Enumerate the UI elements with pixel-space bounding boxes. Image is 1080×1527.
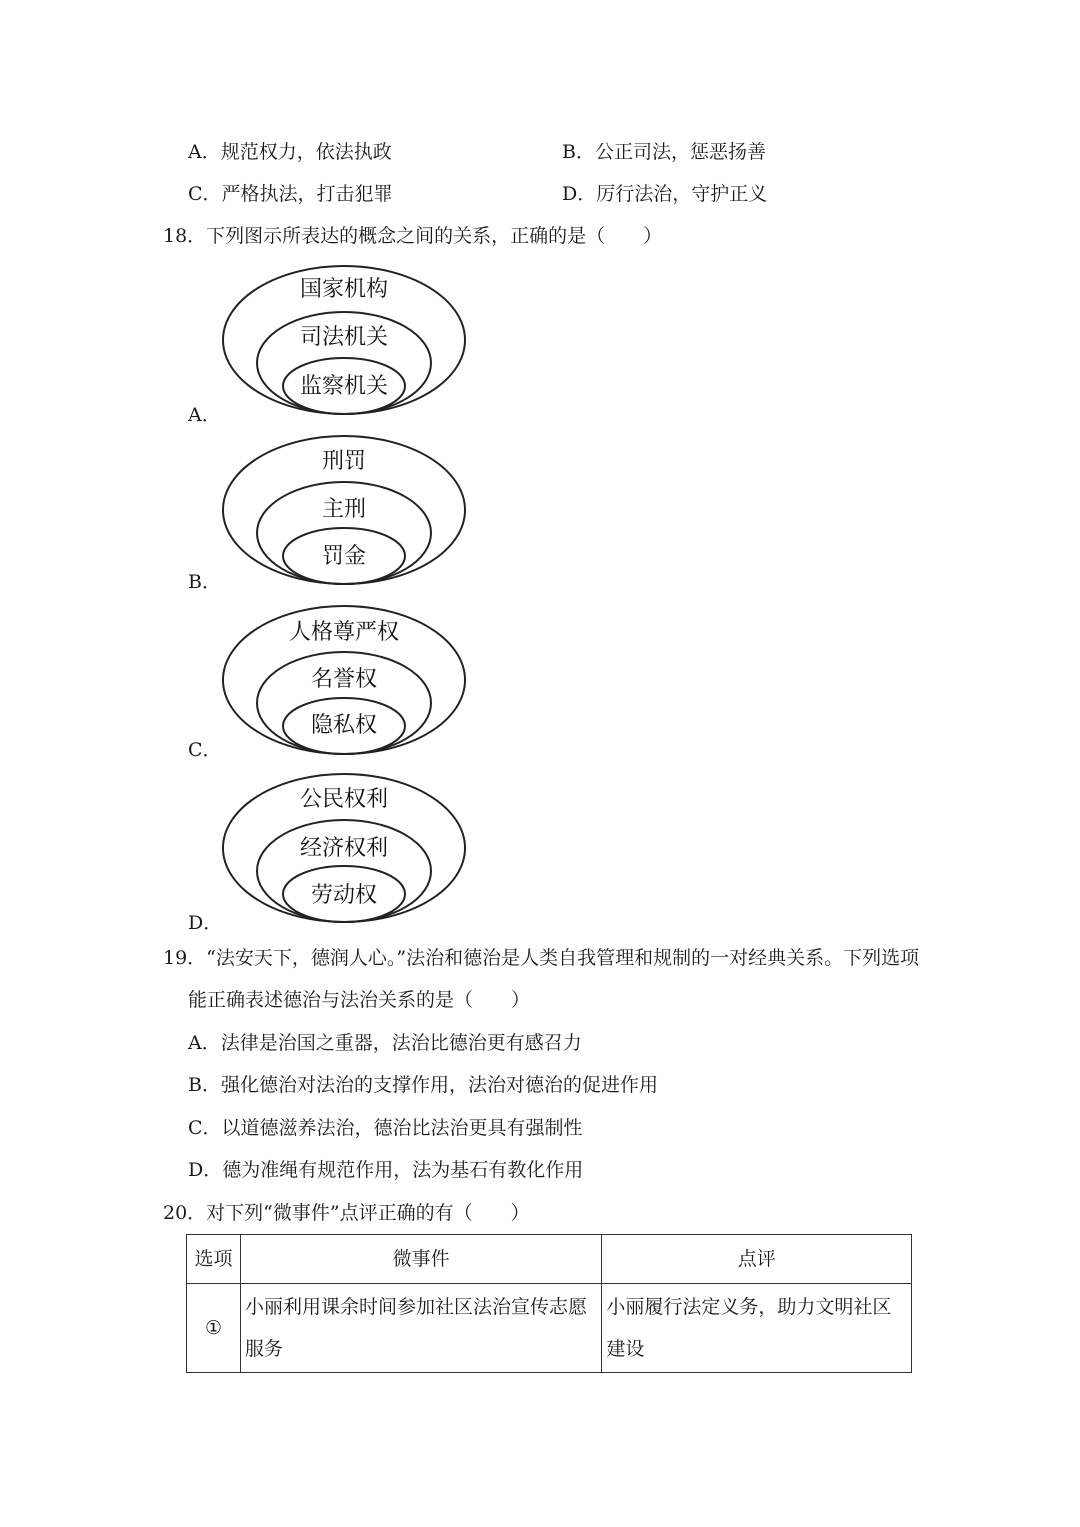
q18-option-d-letter: D．: [188, 912, 223, 934]
option-letter: A．: [188, 141, 221, 163]
outer-concept-label: 刑罚: [321, 449, 367, 474]
middle-concept-label: 主刑: [321, 497, 367, 522]
option-letter: C．: [188, 183, 222, 205]
middle-concept-label: 名誉权: [310, 667, 378, 692]
q18-diagram-a: [218, 262, 470, 418]
option-text: 法律是治国之重器，法治比德治更有感召力: [220, 1032, 582, 1054]
outer-concept-label: 公民权利: [299, 787, 389, 812]
header-option: 选项: [187, 1235, 241, 1284]
q18-option-a-letter: A．: [188, 404, 221, 426]
option-text: 德为准绳有规范作用，法为基石有教化作用: [222, 1159, 584, 1181]
option-text: 公正司法，惩恶扬善: [594, 141, 766, 163]
option-text: 以道德滋养法治，德治比法治更具有强制性: [221, 1117, 583, 1139]
option-letter: D．: [188, 1159, 223, 1181]
table-header-row: [187, 1235, 912, 1284]
option-letter: D．: [562, 183, 597, 205]
q19-option-d: [188, 1158, 583, 1182]
q18-diagram-b: [218, 432, 470, 588]
inner-concept-label: 劳动权: [310, 883, 378, 908]
q19-option-b: [188, 1073, 658, 1097]
inner-concept-label: 监察机关: [299, 374, 389, 399]
q17-option-a: [188, 140, 392, 164]
inner-concept-label: 罚金: [321, 544, 367, 569]
header-comment: 点评: [602, 1235, 912, 1284]
cell-event: 小丽利用课余时间参加社区法治宣传志愿服务: [240, 1284, 601, 1373]
middle-concept-label: 司法机关: [299, 325, 389, 350]
q18-stem: 18．下列图示所表达的概念之间的关系，正确的是（ ）: [163, 225, 663, 247]
option-text: 严格执法，打击犯罪: [221, 183, 393, 205]
q17-option-d: [562, 182, 767, 206]
outer-concept-label: 人格尊严权: [288, 620, 400, 645]
option-text: 厉行法治，守护正义: [596, 183, 768, 205]
middle-concept-label: 经济权利: [299, 836, 389, 861]
table-row: [187, 1284, 912, 1373]
option-letter: B．: [188, 1074, 221, 1096]
q20-stem: 20．对下列“微事件”点评正确的有（ ）: [163, 1202, 530, 1224]
q20-table: [186, 1234, 912, 1373]
option-text: 强化德治对法治的支撑作用，法治对德治的促进作用: [220, 1074, 658, 1096]
option-letter: C．: [188, 1117, 222, 1139]
header-event: 微事件: [240, 1235, 601, 1284]
outer-concept-label: 国家机构: [299, 277, 389, 302]
option-letter: A．: [188, 1032, 221, 1054]
q17-option-b: [562, 140, 766, 164]
q18-option-c-letter: C．: [188, 739, 222, 761]
q17-option-c: [188, 182, 393, 206]
q19-stem-line2: 能正确表述德治与法治关系的是（ ）: [188, 989, 531, 1011]
option-text: 规范权力，依法执政: [220, 141, 392, 163]
q18-diagram-c: [218, 602, 470, 758]
q19-option-c: [188, 1116, 583, 1140]
cell-comment: 小丽履行法定义务，助力文明社区建设: [602, 1284, 912, 1373]
inner-concept-label: 隐私权: [310, 713, 378, 738]
q19-stem-line1: 19．“法安天下，德润人心。”法治和德治是人类自我管理和规制的一对经典关系。下列选项: [163, 947, 920, 969]
q19-option-a: [188, 1031, 582, 1055]
q18-diagram-d: [218, 770, 470, 926]
cell-option: ①: [187, 1284, 241, 1373]
q18-option-b-letter: B．: [188, 571, 221, 593]
option-letter: B．: [562, 141, 595, 163]
